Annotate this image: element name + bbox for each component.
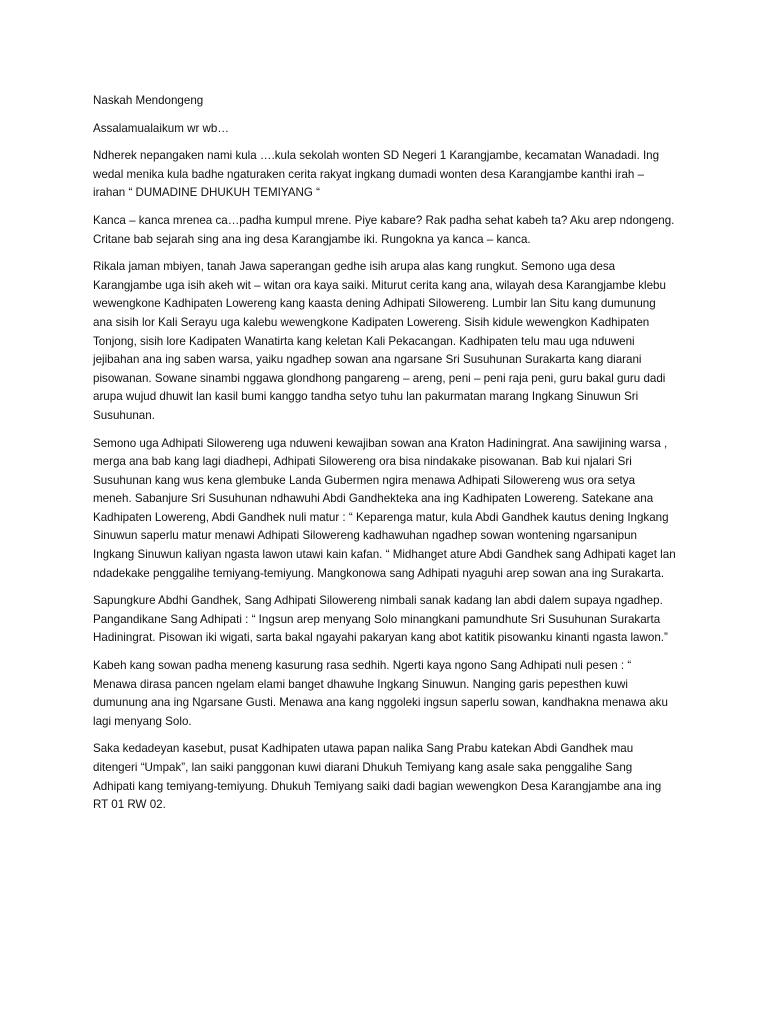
paragraph-obligation: Semono uga Adhipati Silowereng uga nduweni kewajiban sowan ana Kraton Hadiningrat. Ana sawijining warsa , merga ana bab kang lagi diadhepi, Adhipati Silowereng ora bisa nindakake pisowanan. Bab kui njalari Sri Susuhunan kang wus kena glembuke Landa Gubermen ngira menawa Adhipati Silowereng wus ora setya meneh. Sabanjure Sri Susuhunan ndhawuhi Abdi Gandhekteka ana ing Kadhipaten Lowereng. Satekane ana Kadhipaten Lowereng, Abdi Gandhek nuli matur : “ Keparenga matur, kula Abdi Gandhek kautus dening Ingkang Sinuwun saperlu matur menawi Adhipati Silowereng kadhawuhan ngadhep sowan wontening ngarsanipun Ingkang Sinuwun kaliyan ngasta lawon utawi kain kafan. “ Midhanget ature Abdi Gandhek sang Adhipati kaget lan ndadekake penggalihe temiyang-temiyung. Mangkonowa sang Adhipati nyaguhi arep sowan ana ing Surakarta. (93, 436, 676, 580)
paragraph-introduction: Ndherek nepangaken nami kula ….kula sekolah wonten SD Negeri 1 Karangjambe, kecamatan Wanadadi. Ing wedal menika kula badhe ngaturaken cerita rakyat ingkang dumadi wonten desa Karangjambe kanthi irah – irahan “ DUMADINE DHUKUH TEMIYANG “ (93, 149, 660, 200)
paragraph-conclusion: Saka kedadeyan kasebut, pusat Kadhipaten utawa papan nalika Sang Prabu katekan Abdi Gandhek mau ditengeri “Umpak”, lan saiki panggonan kuwi diarani Dhukuh Temiyang kang asale saka penggalihe Sang Adhipati kang temiyang-temiyung. Dhukuh Temiyang saiki dadi bagian wewengkon Desa Karangjambe ana ing RT 01 RW 02. (93, 742, 662, 812)
paragraph-invitation: Kanca – kanca mrenea ca…padha kumpul mrene. Piye kabare? Rak padha sehat kabeh ta? Aku arep ndongeng. Critane bab sejarah sing ana ing desa Karangjambe iki. Rungokna ya kanca – kanca. (93, 213, 675, 246)
greeting: Assalamualaikum wr wb… (93, 121, 229, 135)
document-title: Naskah Mendongeng (93, 94, 204, 107)
paragraph-message: Kabeh kang sowan padha meneng kasurung rasa sedhih. Ngerti kaya ngono Sang Adhipati nuli pesen : “ Menawa dirasa pancen ngelam elami banget dhawuhe Ingkang Sinuwun. Nanging garis pepesthen kuwi dumunung ana ing Ngarsane Gusti. Menawa ana kang nggoleki ingsun saperlu sowan, kandhakna menawa aku lagi menyang Solo. (93, 659, 668, 728)
paragraph-summons: Sapungkure Abdhi Gandhek, Sang Adhipati Silowereng nimbali sanak kadang lan abdi dalem supaya ngadhep. Pangandikane Sang Adhipati : “ Ingsun arep menyang Solo minangkani pamundhute Sri Susuhunan Surakarta Hadiningrat. Pisowan iki wigati, sarta bakal ngayahi pakaryan kang abot katitik pisowanku kinanti ngasta lawon.” (93, 594, 668, 645)
paragraph-history: Rikala jaman mbiyen, tanah Jawa saperangan gedhe isih arupa alas kang rungkut. Semono uga desa Karangjambe uga isih akeh wit – witan ora kaya saiki. Miturut cerita kang ana, wilayah desa Karangjambe klebu wewengkone Kadhipaten Lowereng kang kaasta dening Adhipati Silowereng. Lumbir lan Situ kang dumunung ana sisih lor Kali Serayu uga kalebu wewengkone Kadipaten Lowereng. Sisih kidule wewengkon Kadhipaten Tonjong, sisih lore Kadipaten Wanatirta kang keletan Kali Pekacangan. Kadhipaten telu mau uga nduweni jejibahan ana ing saben warsa, yaiku ngadhep sowan ana ngarsane Sri Susuhunan Surakarta kang diarani pisowanan. Sowane sinambi nggawa glondhong pangareng – areng, peni – peni raja peni, guru bakal guru dadi arupa wujud dhuwit lan kasil bumi kanggo tandha setyo tuhu lan pakurmatan marang Ingkang Sinuwun Sri Susuhunan. (93, 260, 666, 422)
